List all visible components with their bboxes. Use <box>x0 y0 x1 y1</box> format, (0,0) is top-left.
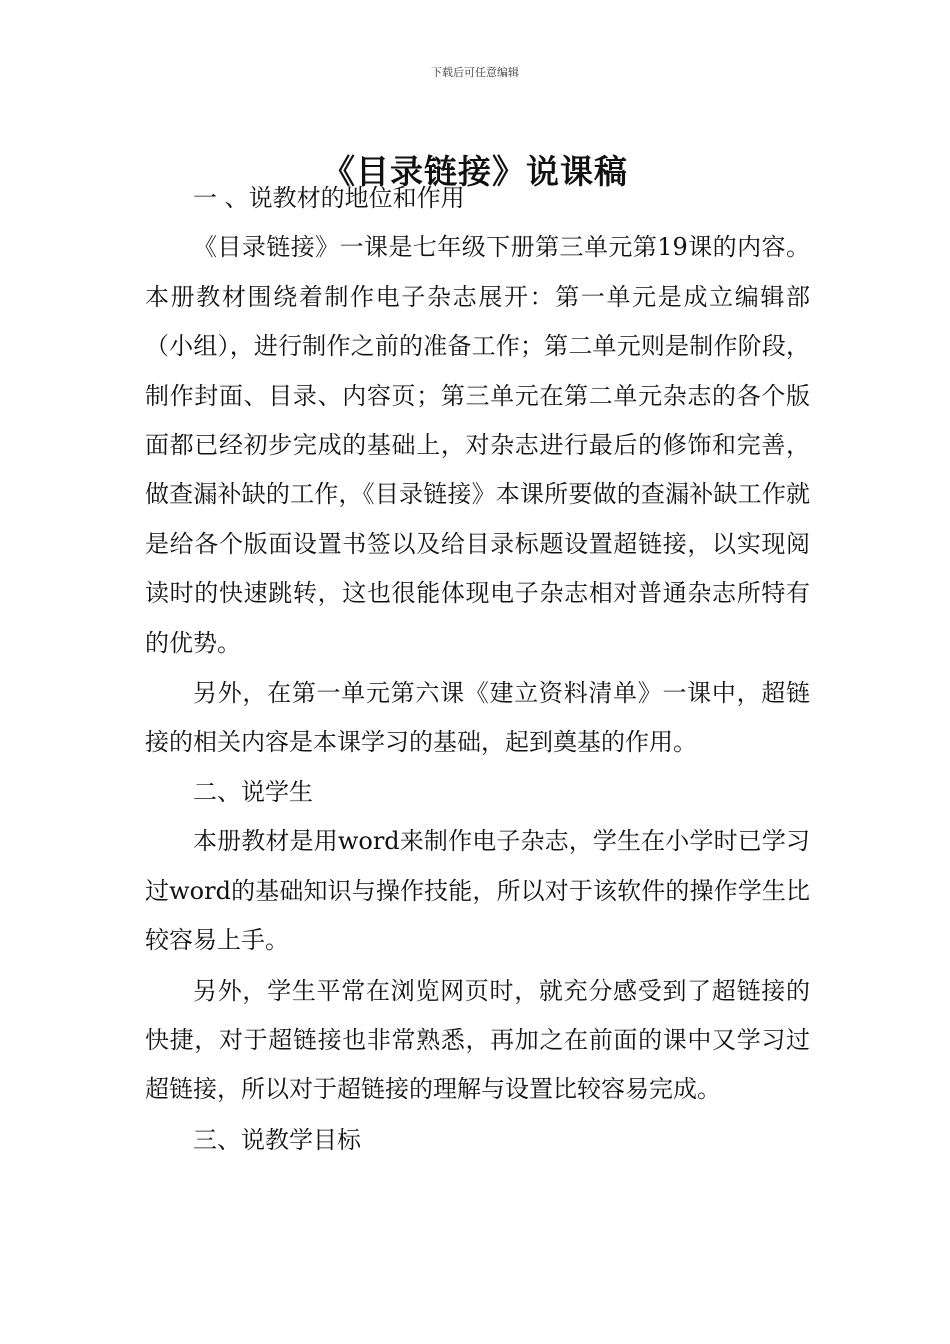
section-heading-1: 一 、说教材的地位和作用 <box>193 184 465 212</box>
paragraph-1-2: 另外，在第一单元第六课《建立资料清单》一课中，超链接的相关内容是本课学习的基础，起到奠基的作用。 <box>145 679 810 757</box>
page-header-note: 下载后可任意编辑 <box>431 66 519 79</box>
section-heading-2: 二、说学生 <box>193 777 313 806</box>
section-heading-3: 三、说教学目标 <box>193 1125 361 1154</box>
paragraph-2-1: 本册教材是用word来制作电子杂志，学生在小学时已学习过word的基础知识与操作技能，所以对于该软件的操作学生比较容易上手。 <box>145 827 810 955</box>
document-title: 《目录链接》说课稿 <box>322 152 628 192</box>
document-body <box>145 174 810 1165</box>
paragraph-1-1: 《目录链接》一课是七年级下册第三单元第19课的内容。本册教材围绕着制作电子杂志展开：第一单元是成立编辑部（小组），进行制作之前的准备工作；第二单元则是制作阶段，制作封面、目录、内容页；第三单元在第二单元杂志的各个版面都已经初步完成的基础上，对杂志进行最后的修饰和完善，做查漏补缺的工作，《目录链接》本课所要做的查漏补缺工作就是给各个版面设置书签以及给目录标题设置超链接，以实现阅读时的快速跳转，这也很能体现电子杂志相对普通杂志所特有的优势。 <box>145 233 810 657</box>
paragraph-2-2: 另外，学生平常在浏览网页时，就充分感受到了超链接的快捷，对于超链接也非常熟悉，再加之在前面的课中又学习过超链接，所以对于超链接的理解与设置比较容易完成。 <box>145 976 810 1104</box>
